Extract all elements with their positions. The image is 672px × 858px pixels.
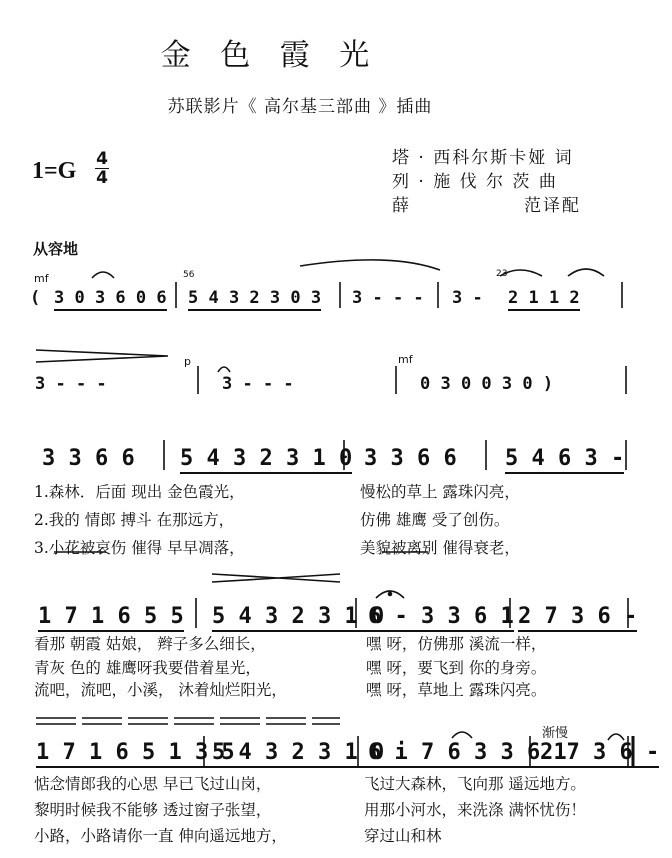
lyricist-credit: 塔 · 西科尔斯卡娅 词 [392, 148, 574, 168]
fermata [608, 734, 624, 740]
lyric-line: 黎明时候我不能够 透过窗子张望， [34, 801, 272, 819]
intro-r2-measure-3: 0 3 0 0 3 0 ) [420, 374, 554, 394]
verse2-m2-notes: 5 4 3 2 3 1 0 [212, 604, 384, 632]
time-signature-bottom: 4 [96, 168, 108, 188]
slur [92, 272, 114, 278]
slur [500, 270, 542, 276]
verse1-measure-3: 3 3 6 6 [364, 446, 457, 471]
lyric-line: 小路，小路请你一直 伸向遥远地方， [34, 827, 287, 845]
dynamic-p: p [184, 355, 191, 368]
intro-m2-notes: 5 4 3 2 3 0 3 [188, 288, 321, 311]
intro-open-paren: ( [30, 288, 41, 308]
dynamic-mf-2: mf [398, 353, 413, 366]
lyric-line: 3.小花被哀伤 催得 早早凋落， [34, 539, 245, 557]
lyric-line: 2.我的 情郎 搏斗 在那远方， [34, 511, 235, 529]
song-subtitle: 苏联影片《 高尔基三部曲 》插曲 [167, 97, 433, 117]
lyric-line: 青灰 色的 雄鹰呀我要借着星光， [34, 659, 261, 677]
verse1-measure-1: 3 3 6 6 [42, 446, 135, 471]
ritardando-marking: 渐慢 [542, 726, 569, 741]
verse3-m2-notes: 5 4 3 2 3 1 0 [212, 740, 384, 768]
fermata-dot [389, 593, 392, 596]
time-signature-top: 4 [96, 149, 108, 169]
fermata [452, 732, 472, 738]
lyric-line: 仿佛 雄鹰 受了创伤。 [360, 511, 510, 529]
verse3-m3-notes: 6 i 7 6 3 3 6 1 [368, 740, 567, 768]
lyric-line: 飞过大森林，飞向那 遥远地方。 [364, 775, 586, 793]
lyric-line: 嘿 呀，要飞到 你的身旁。 [366, 659, 547, 677]
triplet-mark-2: 23 [496, 269, 508, 279]
lyric-line: 嘿 呀，仿佛那 溪流一样， [366, 635, 547, 653]
fermata [218, 367, 230, 372]
hairpin-decrescendo [36, 350, 168, 362]
intro-measure-3: 3 - - - [352, 288, 424, 308]
lyric-line: 穿过山和林 [364, 827, 442, 845]
key-signature: 1=G [32, 158, 77, 184]
arranger-surname: 薛 [392, 196, 411, 216]
intro-r2-measure-2: 3 - - - [222, 374, 294, 394]
intro-r2-measure-1: 3 - - - [35, 374, 107, 394]
lyric-line: 看那 朝霞 姑娘， 辫子多么细长， [34, 635, 266, 653]
tie [300, 260, 440, 270]
dynamic-mf: mf [34, 272, 49, 285]
verse1-m2-notes: 5 4 3 2 3 1 0 [180, 446, 352, 474]
lyric-line: 用那小河水，来洗涤 满怀忧伤！ [364, 801, 586, 819]
lyric-line: 慢松的草上 露珠闪亮， [360, 483, 520, 501]
lyric-line: 流吧，流吧，小溪， 沐着灿烂阳光， [34, 681, 287, 699]
intro-measure-4a: 3 - [452, 288, 483, 308]
verse2-m1-notes: 1 7 1 6 5 5 [38, 604, 184, 632]
verse2-m4-notes: 2 7 3 6 - [518, 604, 637, 632]
verse3-m4-notes: 2 7 3 6 - [540, 740, 659, 768]
hairpin-crescendo-decrescendo [212, 574, 340, 582]
lyric-line: 1.森林．后面 现出 金色霞光， [34, 483, 245, 501]
song-title: 金 色 霞 光 [160, 38, 380, 73]
intro-m4-notes: 2 1 1 2 [508, 288, 580, 311]
lyric-line: 惦念情郎我的心思 早已飞过山岗， [34, 775, 272, 793]
lyric-line: 美貌被离别 催得衰老， [360, 539, 520, 557]
lyric-line: 嘿 呀，草地上 露珠闪亮。 [366, 681, 547, 699]
verse3-m1-notes: 1 7 1 6 5 1 3 5 [36, 740, 235, 768]
composer-credit: 列 · 施 伐 尔 茨 曲 [392, 172, 558, 192]
intro-m1-notes: 3 0 3 6 0 6 [54, 288, 167, 311]
triplet-mark: 56 [183, 270, 195, 280]
slur [568, 269, 604, 276]
arranger-credit: 范译配 [524, 196, 581, 216]
verse2-m3-notes: 6 - 3 3 6 1 [368, 604, 514, 632]
tempo-marking: 从容地 [33, 240, 79, 258]
verse1-m4-notes: 5 4 6 3 - [505, 446, 624, 474]
